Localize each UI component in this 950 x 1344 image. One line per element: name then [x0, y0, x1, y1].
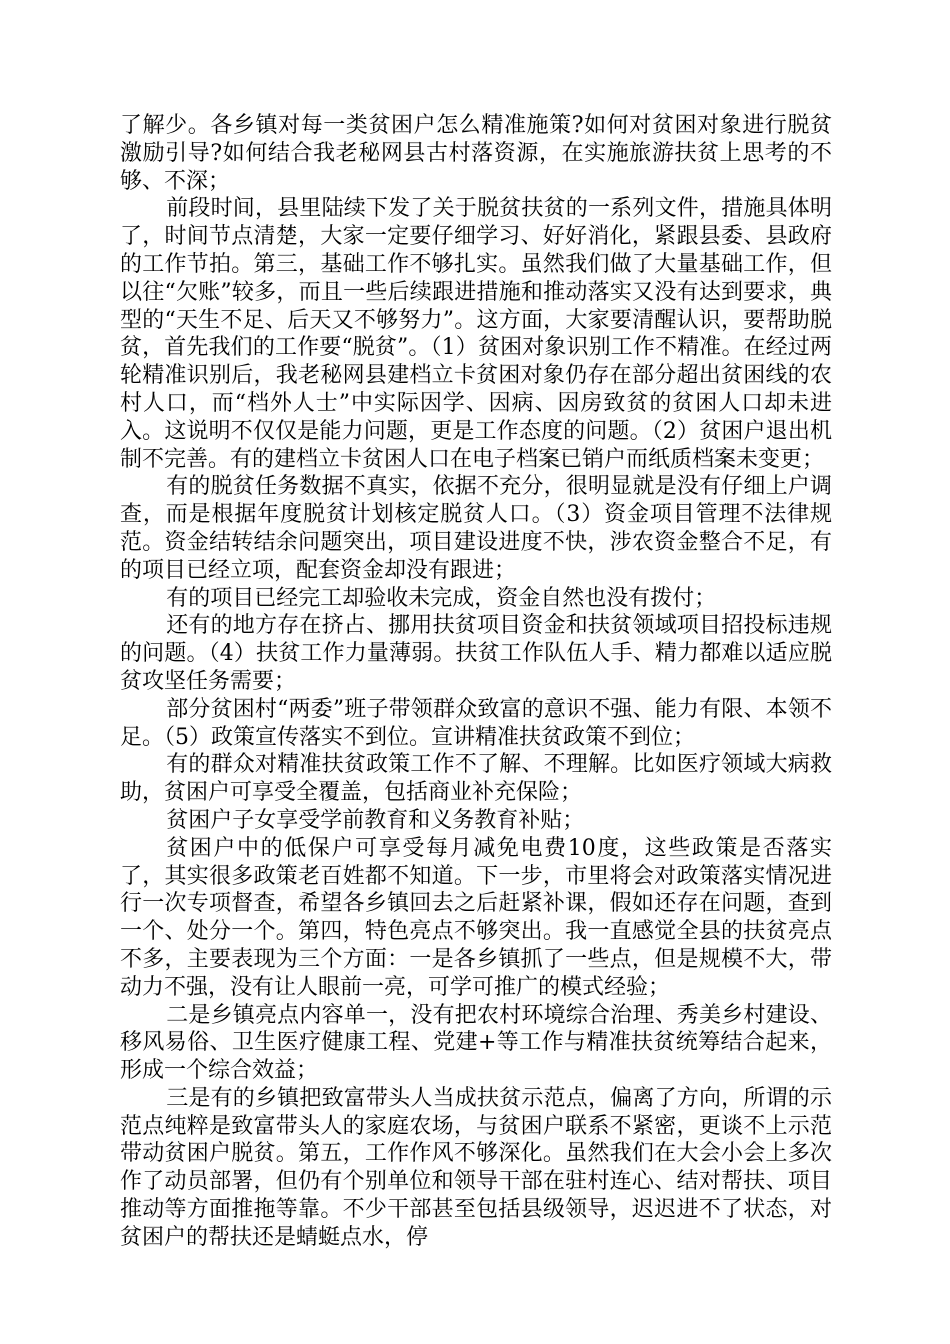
- paragraph-11: 三是有的乡镇把致富带头人当成扶贫示范点，偏离了方向，所谓的示范点纯粹是致富带头人的家庭农场，与贫困户联系不紧密，更谈不上示范带动贫困户脱贫。第五，工作作风不够深化。虽然我们在大会小会上多次作了动员部署，但仍有个别单位和领导干部在驻村连心、结对帮扶、项目推动等方面推拖等靠。不少干部甚至包括县级领导，迟迟进不了状态，对贫困户的帮扶还是蜻蜓点水，停: [120, 1085, 832, 1250]
- paragraph-8: 贫困户子女享受学前教育和义务教育补贴；: [166, 807, 585, 833]
- paragraph-2: 前段时间，县里陆续下发了关于脱贫扶贫的一系列文件，措施具体明了，时间节点清楚，大家一定要仔细学习、好好消化，紧跟县委、县政府的工作节拍。第三，基础工作不够扎实。虽然我们做了大量基础工作，但以往“欠账”较多，而且一些后续跟进措施和推动落实又没有达到要求，典型的“天生不足、后天又不够努力”。这方面，大家要清醒认识，要帮助脱贫，首先我们的工作要“脱贫”。（1）贫困对象识别工作不精准。在经过两轮精准识别后，我老秘网县建档立卡贫困对象仍存在部分超出贫困线的农村人口，而“档外人士”中实际因学、因病、因房致贫的贫困人口却未进入。这说明不仅仅是能力问题，更是工作态度的问题。（2）贫困户退出机制不完善。有的建档立卡贫困人口在电子档案已销户而纸质档案未变更；: [120, 196, 832, 472]
- paragraph-3: 有的脱贫任务数据不真实，依据不充分，很明显就是没有仔细上户调查，而是根据年度脱贫计划核定脱贫人口。（3）资金项目管理不法律规范。资金结转结余问题突出，项目建设进度不快，涉农资金整合不足，有的项目已经立项，配套资金却没有跟进；: [120, 474, 832, 583]
- paragraph-9: 贫困户中的低保户可享受每月减免电费10度，这些政策是否落实了，其实很多政策老百姓都不知道。下一步，市里将会对政策落实情况进行一次专项督查，希望各乡镇回去之后赶紧补课，假如还存在问题，查到一个、处分一个。第四，特色亮点不够突出。我一直感觉全县的扶贫亮点不多，主要表现为三个方面：一是各乡镇抓了一些点，但是规模不大，带动力不强，没有让人眼前一亮，可学可推广的模式经验；: [120, 835, 832, 1000]
- paragraph-6: 部分贫困村“两委”班子带领群众致富的意识不强、能力有限、本领不足。（5）政策宣传落实不到位。宣讲精准扶贫政策不到位；: [120, 696, 832, 750]
- paragraph-7: 有的群众对精准扶贫政策工作不了解、不理解。比如医疗领域大病救助，贫困户可享受全覆盖，包括商业补充保险；: [120, 752, 832, 806]
- paragraph-10: 二是乡镇亮点内容单一，没有把农村环境综合治理、秀美乡村建设、移风易俗、卫生医疗健康工程、党建+等工作与精准扶贫统筹结合起来，形成一个综合效益；: [120, 1002, 832, 1084]
- paragraph-5: 还有的地方存在挤占、挪用扶贫项目资金和扶贫领域项目招投标违规的问题。（4）扶贫工作力量薄弱。扶贫工作队伍人手、精力都难以适应脱贫攻坚任务需要；: [120, 613, 832, 694]
- document-body: [120, 112, 832, 1252]
- paragraph-1: 了解少。各乡镇对每一类贫困户怎么精准施策?如何对贫困对象进行脱贫激励引导?如何结合我老秘网县古村落资源，在实施旅游扶贫上思考的不够、不深；: [120, 113, 832, 194]
- paragraph-4: 有的项目已经完工却验收未完成，资金自然也没有拨付；: [166, 585, 717, 611]
